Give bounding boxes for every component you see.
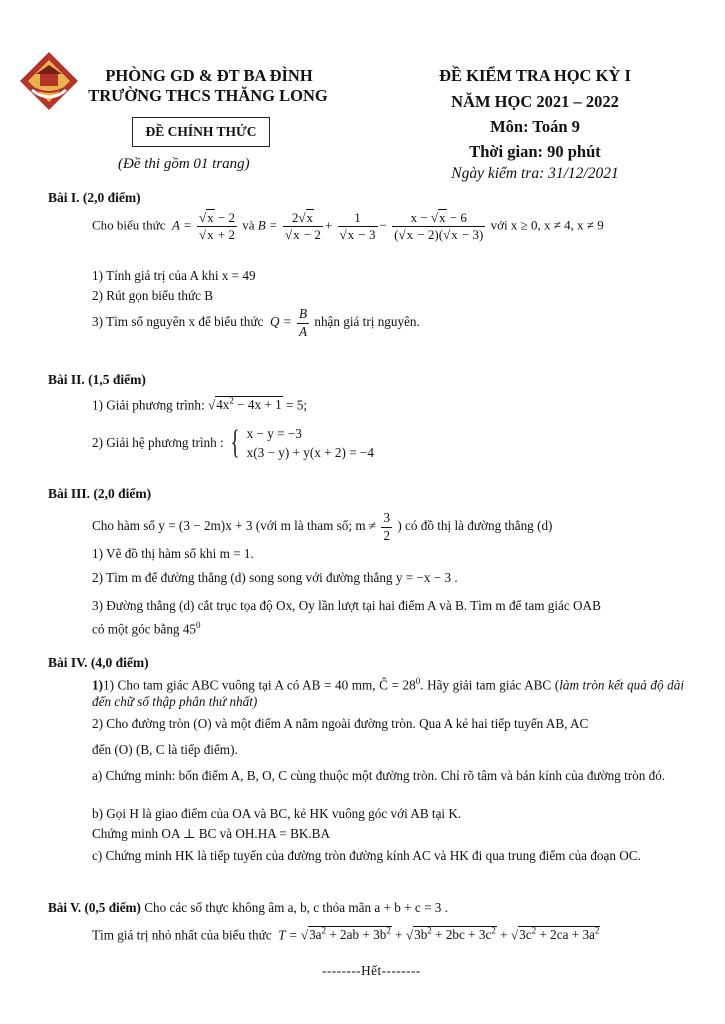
bai5-condition: Cho các số thực không âm a, b, c thỏa mãn a + b + c = 3 .: [144, 900, 448, 915]
bai3-q3-end: có một góc bằng $45^0$: [92, 620, 201, 637]
bai3-intro-text: Cho hàm số y = (3 − 2m)x + 3 (với m là tham số; m ≠: [92, 518, 377, 534]
bai4-c: c) Chứng minh HK là tiếp tuyến của đường tròn đường kính AC và HK đi qua trung điểm của đoạn OC.: [92, 848, 641, 863]
duration: Thời gian: 90 phút: [469, 142, 601, 161]
expr-b-term2: $\frac{1}{√x - 3}$: [339, 210, 376, 243]
bai4-part1: 1)1) Cho tam giác ABC vuông tại A có AB = 40 mm, Ĉ = $28^0$. Hãy giải tam giác ABC (làm tròn kết quả độ dài đến chữ số thập phân thứ nhất): [92, 676, 684, 709]
bai3-q2: 2) Tìm m để đường thẳng (d) song song với đường thẳng y = −x − 3 .: [92, 570, 458, 585]
bai1-q3-text: 3) Tìm số nguyên x để biểu thức: [92, 314, 264, 330]
bai4-p1-text: 1) Cho tam giác ABC vuông tại A có AB = 40 mm, Ĉ = 28: [103, 677, 416, 693]
equation-system: [247, 424, 374, 462]
school-logo: [18, 50, 80, 112]
equation-2: x(3 − y) + y(x + 2) = −4: [246, 445, 374, 461]
subject: Môn: Toán 9: [490, 117, 580, 136]
equation-1: x − y = −3: [246, 426, 302, 441]
bai3-q3: 3) Đường thẳng (d) cắt trục tọa độ Ox, Oy lần lượt tại hai điểm A và B. Tìm m để tam giác OAB: [92, 598, 601, 613]
department-name: PHÒNG GD & ĐT BA ĐÌNH: [105, 66, 313, 85]
bai5-line1: [48, 900, 448, 917]
exam-title: ĐỀ KIỂM TRA HỌC KỲ I: [439, 66, 631, 85]
bai5-line2: Tìm giá trị nhỏ nhất của biểu thức $T = √3a^2 + 2ab + 3b^2 + √3b^2 + 2bc + 3c^2 + √3c^2 + 2ca + 3a^2$: [92, 926, 600, 943]
section-5-title: Bài V. (0,5 điểm): [48, 900, 141, 915]
bai2-q1: 1) Giải phương trình: $√4x^2 - 4x + 1 = 5$;: [92, 396, 308, 413]
bai3-intro: [92, 510, 552, 544]
expr-b-term3: $\frac{x - √x - 6}{(√x - 2)(√x - 3)}$: [394, 210, 484, 243]
bai2-q1-text: 1) Giải phương trình:: [92, 397, 205, 413]
school-year: NĂM HỌC 2021 – 2022: [451, 92, 619, 111]
bai1-expressions: Cho biểu thức A = $\frac{√x - 2}{√x + 2}$ và B = $\frac{2√x}{√x - 2}$ + $\frac{1}{√x - 3}$ − $\frac{x - √x - 6}{(√x - 2)(√x - 3)}$ với x ≥ 0, x ≠ 4, x ≠ 9: [92, 210, 604, 243]
bai1-q2: 2) Rút gọn biểu thức B: [92, 288, 214, 303]
bai3-q1: 1) Vẽ đồ thị hàm số khi m = 1.: [92, 546, 254, 561]
school-name: TRƯỜNG THCS THĂNG LONG: [88, 86, 328, 105]
bai2-q2-text: 2) Giải hệ phương trình :: [92, 434, 224, 450]
exam-date: Ngày kiểm tra: 31/12/2021: [451, 165, 619, 182]
section-3-title: Bài III. (2,0 điểm): [48, 486, 152, 501]
section-2-title: Bài II. (1,5 điểm): [48, 372, 146, 387]
bai3-q3-angle: có một góc bằng 45: [92, 621, 197, 637]
pages-note: (Đề thi gồm 01 trang): [118, 156, 250, 172]
bai4-b1: b) Gọi H là giao điểm của OA và BC, kẻ HK vuông góc với AB tại K.: [92, 806, 462, 821]
bai3-intro-end: ) có đồ thị là đường thẳng (d): [397, 518, 553, 534]
bai4-p1-mid: . Hãy giải tam giác ABC (: [420, 677, 560, 693]
bai4-part2: 2) Cho đường tròn (O) và một điểm A nằm ngoài đường tròn. Qua A kẻ hai tiếp tuyến AB, AC: [92, 716, 589, 731]
expr-b-term1: $\frac{2√x}{√x - 2}$: [284, 210, 321, 243]
end-marker: --------Hết--------: [322, 963, 421, 978]
bai1-intro: Cho biểu thức: [92, 217, 166, 233]
domain-condition: với x ≥ 0, x ≠ 4, x ≠ 9: [490, 217, 604, 233]
bai5-text: Tìm giá trị nhỏ nhất của biểu thức: [92, 927, 272, 943]
bai4-p1-note: làm tròn kết quả độ dài đến chữ số thập phân thứ nhất): [92, 677, 684, 709]
bai2-q2: 2) Giải hệ phương trình : { x − y = −3 x(3 − y) + y(x + 2) = −4: [92, 424, 374, 462]
section-4-title: Bài IV. (4,0 điểm): [48, 655, 149, 670]
bai4-b2: Chứng minh OA ⊥ BC và OH.HA = BK.BA: [92, 826, 331, 841]
bai1-q3: 3) Tìm số nguyên x để biểu thức Q = $\frac{B}{A}$ nhận giá trị nguyên.: [92, 306, 420, 339]
bai4-part2-end: đến (O) (B, C là tiếp điểm).: [92, 742, 238, 757]
bai1-q3-end: nhận giá trị nguyên.: [314, 314, 420, 330]
radical-expression: $4x^2 - 4x + 1$: [216, 396, 282, 413]
section-1-title: Bài I. (2,0 điểm): [48, 190, 141, 205]
bai1-q1: 1) Tính giá trị của A khi x = 49: [92, 268, 256, 283]
bai2-q1-end: = 5;: [286, 397, 308, 413]
official-exam-box: ĐỀ CHÍNH THỨC: [132, 117, 270, 147]
fraction-three-halves: $\frac{3}{2}$: [383, 510, 391, 543]
expr-a: $\frac{√x - 2}{√x + 2}$: [198, 210, 235, 243]
and-word: và: [242, 217, 255, 233]
bai4-a: a) Chứng minh: bốn điểm A, B, O, C cùng thuộc một đường tròn. Chỉ rõ tâm và bán kính của đường tròn đó.: [92, 768, 666, 783]
expr-q: $\frac{B}{A}$: [298, 306, 308, 339]
